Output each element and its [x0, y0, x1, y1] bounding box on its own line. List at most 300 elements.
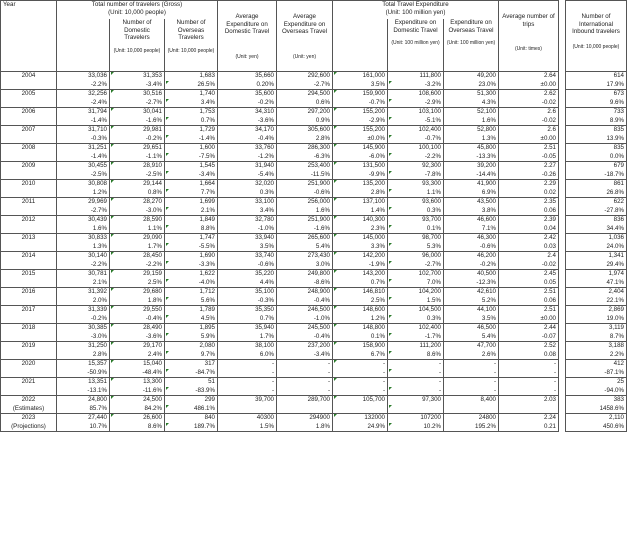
year-label: 2016 [1, 288, 57, 297]
value-cell: 15,357 [57, 360, 110, 369]
value-cell: 46,300 [444, 234, 499, 243]
inbound-change-cell: 26.8% [566, 189, 627, 198]
change-cell: 85.7% [57, 405, 110, 414]
table-row-change [1, 405, 559, 414]
change-cell: 0.06 [499, 297, 559, 306]
change-cell: -8.6% [277, 279, 333, 288]
value-cell: 108,600 [388, 90, 444, 99]
inbound-row [566, 144, 627, 153]
change-cell: 2.8% [333, 189, 388, 198]
value-cell: 31,250 [57, 342, 110, 351]
change-cell: 4.4% [218, 279, 277, 288]
change-cell: 1.2% [57, 189, 110, 198]
value-cell: - [444, 360, 499, 369]
year-sublabel [1, 261, 57, 270]
change-cell: -6.3% [277, 153, 333, 162]
expenditure-group-unit: (Unit: 100 million yen) [385, 8, 446, 16]
value-cell: 273,430 [277, 252, 333, 261]
value-cell: 1,849 [165, 216, 218, 225]
change-cell: 2.8% [277, 135, 333, 144]
year-sublabel [1, 81, 57, 90]
domestic-travelers-header [110, 19, 165, 72]
value-cell: 30,041 [110, 108, 165, 117]
value-cell: 35,660 [218, 72, 277, 81]
value-cell: 100,100 [388, 144, 444, 153]
table-row-change [1, 333, 559, 342]
value-cell: 32,020 [218, 180, 277, 189]
change-cell: 2.5% [110, 279, 165, 288]
change-cell: -1.4% [165, 135, 218, 144]
value-cell: 27,440 [57, 414, 110, 423]
year-sublabel: (Projections) [1, 423, 57, 432]
change-cell: -1.4% [57, 117, 110, 126]
value-cell: - [444, 378, 499, 387]
inbound-value-cell: 25 [566, 378, 627, 387]
year-sublabel [1, 351, 57, 360]
table-row-change [1, 207, 559, 216]
avg-overseas-header [277, 1, 333, 72]
change-cell: -2.2% [57, 81, 110, 90]
inbound-value-cell: 2,869 [566, 306, 627, 315]
change-cell: - [499, 387, 559, 396]
change-cell: -3.3% [165, 261, 218, 270]
avg-domestic-header-unit: (Unit: yen) [235, 53, 259, 60]
inbound-value-cell: 836 [566, 216, 627, 225]
year-label: 2013 [1, 234, 57, 243]
table-row [1, 144, 559, 153]
change-cell: 0.7% [165, 117, 218, 126]
inbound-change-cell: 22.1% [566, 297, 627, 306]
value-cell: 245,500 [277, 324, 333, 333]
table-row-change [1, 279, 559, 288]
value-cell: 1,690 [165, 252, 218, 261]
change-cell: -6.0% [333, 153, 388, 162]
change-cell: 0.7% [218, 315, 277, 324]
inbound-value-cell: 1,036 [566, 234, 627, 243]
change-cell: -50.9% [57, 369, 110, 378]
inbound-value-cell: 861 [566, 180, 627, 189]
value-cell: 145,000 [333, 234, 388, 243]
exp-domestic-header [388, 19, 444, 72]
value-cell: 43,500 [444, 198, 499, 207]
table-row [1, 360, 559, 369]
change-cell: -0.4% [218, 135, 277, 144]
change-cell: 3.0% [277, 261, 333, 270]
value-cell: 38,100 [218, 342, 277, 351]
change-cell: -1.1% [110, 153, 165, 162]
change-cell: 7.1% [444, 225, 499, 234]
value-cell: 34,310 [218, 108, 277, 117]
inbound-row-change [566, 315, 627, 324]
year-sublabel [1, 117, 57, 126]
value-cell: 31,794 [57, 108, 110, 117]
change-cell: 3.8% [444, 207, 499, 216]
value-cell: 31,710 [57, 126, 110, 135]
value-cell: 2.64 [499, 72, 559, 81]
value-cell: 237,200 [277, 342, 333, 351]
avg-trips-header-title: Average number of trips [502, 13, 555, 28]
value-cell: 49,200 [444, 72, 499, 81]
value-cell: 2.51 [499, 288, 559, 297]
value-cell: 286,300 [277, 144, 333, 153]
value-cell: 159,900 [333, 90, 388, 99]
change-cell: 1.5% [218, 423, 277, 432]
year-label: 2019 [1, 342, 57, 351]
inbound-row-change [566, 81, 627, 90]
inbound-value-cell: 2,110 [566, 414, 627, 423]
change-cell: 0.9% [277, 117, 333, 126]
change-cell: -2.7% [388, 261, 444, 270]
value-cell: 246,500 [277, 306, 333, 315]
inbound-row [566, 108, 627, 117]
value-cell: 1,740 [165, 90, 218, 99]
value-cell: 8,400 [444, 396, 499, 405]
change-cell [218, 405, 277, 414]
exp-domestic-header-title: Expenditure on Domestic Travel [393, 19, 438, 34]
inbound-header-unit: (Unit: 10,000 people) [572, 43, 620, 50]
domestic-travelers-header-unit: (Unit: 10,000 people) [113, 47, 161, 54]
change-cell: 1.1% [110, 225, 165, 234]
value-cell: 2.62 [499, 90, 559, 99]
change-cell: - [333, 387, 388, 396]
table-row [1, 198, 559, 207]
change-cell: 3.5% [333, 81, 388, 90]
value-cell: 2.6 [499, 108, 559, 117]
change-cell: 195.2% [444, 423, 499, 432]
change-cell: 0.05 [499, 279, 559, 288]
table-row [1, 90, 559, 99]
change-cell: 3.5% [444, 315, 499, 324]
change-cell: 2.1% [165, 207, 218, 216]
change-cell: 5.4% [277, 243, 333, 252]
value-cell: 2.51 [499, 306, 559, 315]
change-cell: - [444, 387, 499, 396]
table-row-change [1, 81, 559, 90]
inbound-value-cell: 412 [566, 360, 627, 369]
overseas-travelers-header [165, 19, 218, 72]
total-travelers-subheader [57, 19, 110, 72]
table-row-change [1, 171, 559, 180]
year-header: Year [1, 1, 57, 72]
change-cell: 0.3% [388, 207, 444, 216]
change-cell: -0.02 [499, 99, 559, 108]
change-cell: -1.4% [57, 153, 110, 162]
table-row-change [1, 369, 559, 378]
change-cell: 0.6% [277, 99, 333, 108]
value-cell: 33,940 [218, 234, 277, 243]
table-row [1, 180, 559, 189]
value-cell: - [499, 378, 559, 387]
inbound-value-cell: 1,974 [566, 270, 627, 279]
change-cell: - [277, 369, 333, 378]
value-cell: 33,760 [218, 144, 277, 153]
change-cell: -3.4% [165, 171, 218, 180]
inbound-row-change [566, 225, 627, 234]
change-cell: -0.3% [218, 297, 277, 306]
value-cell: 104,500 [388, 306, 444, 315]
change-cell: 0.8% [110, 189, 165, 198]
table-row-change [1, 117, 559, 126]
value-cell: 52,800 [444, 126, 499, 135]
inbound-row [566, 126, 627, 135]
inbound-travelers-table [565, 0, 627, 432]
change-cell: 1.7% [110, 243, 165, 252]
value-cell: 305,600 [277, 126, 333, 135]
change-cell: -2.7% [110, 99, 165, 108]
avg-domestic-header [218, 1, 277, 72]
change-cell: 10.7% [57, 423, 110, 432]
value-cell: 51,300 [444, 90, 499, 99]
change-cell: 1.8% [277, 423, 333, 432]
change-cell: 1.3% [444, 135, 499, 144]
table-row [1, 324, 559, 333]
change-cell: -1.0% [277, 315, 333, 324]
change-cell: 0.03 [499, 243, 559, 252]
value-cell: 35,350 [218, 306, 277, 315]
inbound-change-cell: 47.1% [566, 279, 627, 288]
inbound-row-change [566, 297, 627, 306]
value-cell: 28,450 [110, 252, 165, 261]
change-cell: -0.6% [218, 261, 277, 270]
value-cell: 2.24 [499, 414, 559, 423]
change-cell: -2.2% [388, 153, 444, 162]
value-cell: 46,500 [444, 324, 499, 333]
table-row [1, 126, 559, 135]
table-row [1, 252, 559, 261]
value-cell: 1,600 [165, 144, 218, 153]
year-label: 2014 [1, 252, 57, 261]
change-cell: 0.04 [499, 225, 559, 234]
change-cell: -83.9% [165, 387, 218, 396]
inbound-change-cell: 19.0% [566, 315, 627, 324]
domestic-travelers-header-title: Number of Domestic Travelers [122, 19, 152, 42]
inbound-row [566, 90, 627, 99]
inbound-change-cell: 450.6% [566, 423, 627, 432]
value-cell: 97,300 [388, 396, 444, 405]
change-cell: 8.6% [110, 423, 165, 432]
year-sublabel: (Estimates) [1, 405, 57, 414]
value-cell: 30,439 [57, 216, 110, 225]
inbound-row-change [566, 171, 627, 180]
inbound-row-change [566, 135, 627, 144]
change-cell: 5.3% [388, 243, 444, 252]
value-cell: 2.4 [499, 252, 559, 261]
value-cell: 41,900 [444, 180, 499, 189]
change-cell: 4.3% [444, 99, 499, 108]
value-cell: 294900 [277, 414, 333, 423]
value-cell: 1,545 [165, 162, 218, 171]
exp-overseas-header-unit: (Unit: 100 million yen) [446, 40, 496, 47]
exp-overseas-header [444, 19, 499, 72]
value-cell: 148,800 [333, 324, 388, 333]
change-cell: ±0.00 [499, 81, 559, 90]
change-cell: 3.4% [218, 207, 277, 216]
value-cell: 51 [165, 378, 218, 387]
table-row [1, 378, 559, 387]
value-cell: 297,200 [277, 108, 333, 117]
change-cell: 4.5% [165, 315, 218, 324]
change-cell: -3.4% [110, 81, 165, 90]
year-label: 2021 [1, 378, 57, 387]
change-cell [333, 405, 388, 414]
year-sublabel [1, 99, 57, 108]
inbound-change-cell: 24.0% [566, 243, 627, 252]
change-cell: 1.7% [218, 333, 277, 342]
change-cell: 6.9% [444, 189, 499, 198]
overseas-travelers-header-unit: (Unit: 10,000 people) [167, 47, 215, 54]
inbound-value-cell: 733 [566, 108, 627, 117]
avg-overseas-header-title: Average Expenditure on Overseas Travel [281, 13, 328, 36]
value-cell: 30,385 [57, 324, 110, 333]
value-cell: 2.52 [499, 342, 559, 351]
change-cell: -2.7% [57, 207, 110, 216]
year-sublabel [1, 171, 57, 180]
change-cell: -5.1% [388, 117, 444, 126]
change-cell: 3.3% [333, 243, 388, 252]
value-cell: 102,400 [388, 126, 444, 135]
table-row [1, 396, 559, 405]
year-label: 2018 [1, 324, 57, 333]
table-row [1, 162, 559, 171]
inbound-change-cell: -18.7% [566, 171, 627, 180]
value-cell: 32,780 [218, 216, 277, 225]
table-row-change [1, 225, 559, 234]
value-cell: 107200 [388, 414, 444, 423]
value-cell: 35,940 [218, 324, 277, 333]
table-row [1, 270, 559, 279]
change-cell: 2.8% [57, 351, 110, 360]
year-label: 2015 [1, 270, 57, 279]
year-label: 2020 [1, 360, 57, 369]
value-cell: 13,351 [57, 378, 110, 387]
value-cell: 26,600 [110, 414, 165, 423]
value-cell: 103,100 [388, 108, 444, 117]
inbound-row [566, 414, 627, 423]
change-cell: -11.6% [110, 387, 165, 396]
value-cell: 1,747 [165, 234, 218, 243]
change-cell: -1.6% [110, 117, 165, 126]
change-cell: - [388, 387, 444, 396]
value-cell: 1,753 [165, 108, 218, 117]
table-row-change [1, 297, 559, 306]
change-cell: 0.21 [499, 423, 559, 432]
table-row-change [1, 99, 559, 108]
value-cell: 29,090 [110, 234, 165, 243]
exp-overseas-header-title: Expenditure on Overseas Travel [448, 19, 494, 34]
change-cell: 8.8% [165, 225, 218, 234]
year-sublabel [1, 297, 57, 306]
value-cell: 46,200 [444, 252, 499, 261]
value-cell: 143,200 [333, 270, 388, 279]
value-cell: 249,800 [277, 270, 333, 279]
inbound-change-cell: -27.8% [566, 207, 627, 216]
value-cell: 265,600 [277, 234, 333, 243]
change-cell: -0.6% [277, 189, 333, 198]
change-cell: 26.5% [165, 81, 218, 90]
travelers-group-title: Total number of travelers (Gross) [91, 1, 183, 8]
inbound-row-change [566, 207, 627, 216]
value-cell: - [218, 378, 277, 387]
value-cell: 96,000 [388, 252, 444, 261]
value-cell: 2.35 [499, 198, 559, 207]
value-cell: 256,000 [277, 198, 333, 207]
change-cell: -3.6% [218, 117, 277, 126]
value-cell: 299 [165, 396, 218, 405]
year-label: 2023 [1, 414, 57, 423]
table-row [1, 342, 559, 351]
change-cell: 5.9% [165, 333, 218, 342]
value-cell: 31,940 [218, 162, 277, 171]
inbound-row [566, 288, 627, 297]
value-cell: 135,200 [333, 180, 388, 189]
change-cell: 0.02 [499, 189, 559, 198]
value-cell: 2.29 [499, 180, 559, 189]
inbound-value-cell: 2,404 [566, 288, 627, 297]
inbound-value-cell: 679 [566, 162, 627, 171]
value-cell: 29,159 [110, 270, 165, 279]
year-label: 2009 [1, 162, 57, 171]
value-cell: 32,256 [57, 90, 110, 99]
change-cell [277, 405, 333, 414]
inbound-row-change [566, 351, 627, 360]
change-cell: -3.6% [110, 333, 165, 342]
value-cell: 24,800 [57, 396, 110, 405]
avg-overseas-header-unit: (Unit: yen) [292, 53, 317, 60]
inbound-row-change [566, 261, 627, 270]
change-cell: -1.0% [218, 225, 277, 234]
year-sublabel [1, 207, 57, 216]
value-cell: 161,000 [333, 72, 388, 81]
value-cell: 2.03 [499, 396, 559, 405]
change-cell: -3.4% [277, 351, 333, 360]
value-cell: 33,740 [218, 252, 277, 261]
change-cell: -0.4% [277, 297, 333, 306]
value-cell: 248,900 [277, 288, 333, 297]
change-cell: 1.4% [333, 207, 388, 216]
inbound-value-cell: 835 [566, 126, 627, 135]
inbound-row [566, 342, 627, 351]
value-cell: 29,680 [110, 288, 165, 297]
value-cell: - [388, 378, 444, 387]
value-cell: 29,550 [110, 306, 165, 315]
value-cell: 93,700 [388, 216, 444, 225]
change-cell: 5.6% [165, 297, 218, 306]
change-cell: -3.0% [57, 333, 110, 342]
value-cell: 131,500 [333, 162, 388, 171]
inbound-change-cell: 29.4% [566, 261, 627, 270]
inbound-value-cell: 3,119 [566, 324, 627, 333]
change-cell: 84.2% [110, 405, 165, 414]
value-cell: 2.42 [499, 234, 559, 243]
value-cell: 142,200 [333, 252, 388, 261]
inbound-row [566, 360, 627, 369]
value-cell: 44,100 [444, 306, 499, 315]
table-row [1, 216, 559, 225]
table-row [1, 72, 559, 81]
change-cell: -0.05 [499, 153, 559, 162]
value-cell: 92,300 [388, 162, 444, 171]
value-cell: 34,170 [218, 126, 277, 135]
year-label: 2004 [1, 72, 57, 81]
inbound-change-cell: 17.9% [566, 81, 627, 90]
change-cell: 8.6% [388, 351, 444, 360]
value-cell: 93,600 [388, 198, 444, 207]
change-cell: 2.6% [444, 351, 499, 360]
table-row-change [1, 189, 559, 198]
change-cell: -0.2% [57, 315, 110, 324]
value-cell: 35,220 [218, 270, 277, 279]
year-sublabel [1, 279, 57, 288]
